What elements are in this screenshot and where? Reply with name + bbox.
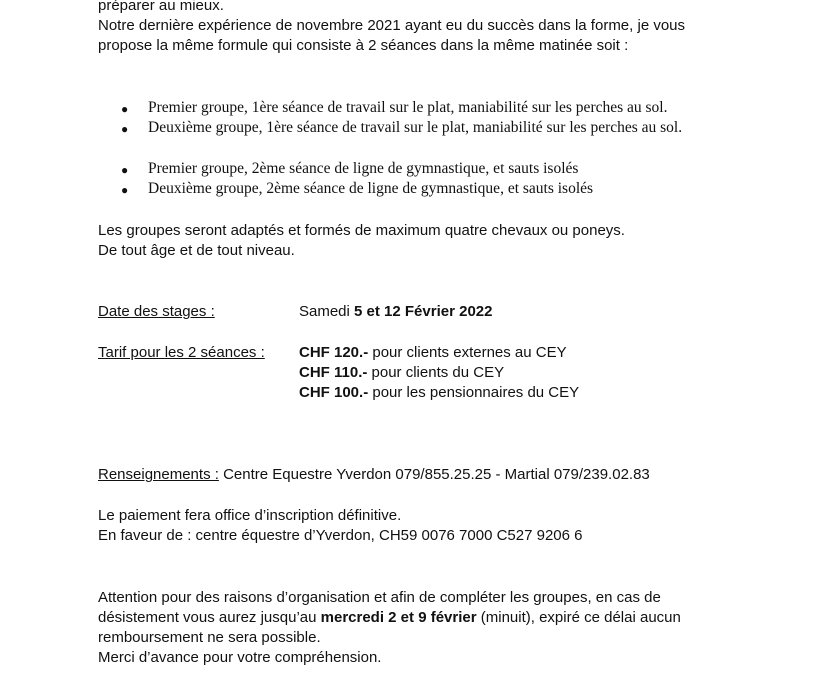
attention-line-4: Merci d’avance pour votre compréhension. xyxy=(98,649,382,666)
attention-line-2: désistement vous aurez jusqu’au mercredi 2 et 9 février (minuit), expiré ce délai aucun xyxy=(98,609,681,626)
renseignements-label: Renseignements : xyxy=(98,466,219,483)
tarif-label: Tarif pour les 2 séances : xyxy=(98,344,265,361)
groups-line-1: Les groupes seront adaptés et formés de maximum quatre chevaux ou poneys. xyxy=(98,222,625,239)
bullet-marker: ● xyxy=(121,163,129,177)
dates-value: Samedi 5 et 12 Février 2022 xyxy=(299,303,493,320)
intro-line-1: Notre dernière expérience de novembre 2021 ayant eu du succès dans la forme, je vous xyxy=(98,17,686,34)
tarif-row: CHF 100.- pour les pensionnaires du CEY xyxy=(299,384,580,401)
renseignements-line: Renseignements : Centre Equestre Yverdon 079/855.25.25 - Martial 079/239.02.83 xyxy=(98,466,650,483)
paiement-line-2: En faveur de : centre équestre d’Yverdon, CH59 0076 7000 C527 9206 6 xyxy=(98,527,583,544)
tarif-row: CHF 110.- pour clients du CEY xyxy=(299,364,505,381)
dates-label: Date des stages : xyxy=(98,303,215,320)
attention-line-3: remboursement ne sera possible. xyxy=(98,629,321,646)
list-item: Deuxième groupe, 2ème séance de ligne de gymnastique, et sauts isolés xyxy=(148,180,594,197)
list-item: Deuxième groupe, 1ère séance de travail sur le plat, maniabilité sur les perches au sol. xyxy=(148,119,683,136)
intro-line-0: préparer au mieux. xyxy=(98,0,224,14)
bullet-marker: ● xyxy=(121,183,129,197)
dates-bold: 5 et 12 Février 2022 xyxy=(354,303,493,320)
groups-line-2: De tout âge et de tout niveau. xyxy=(98,242,295,259)
attention-line-1: Attention pour des raisons d’organisation et afin de compléter les groupes, en cas de xyxy=(98,589,661,606)
list-item: Premier groupe, 1ère séance de travail sur le plat, maniabilité sur les perches au sol. xyxy=(148,99,668,116)
list-item: Premier groupe, 2ème séance de ligne de gymnastique, et sauts isolés xyxy=(148,160,579,177)
intro-line-2: propose la même formule qui consiste à 2 séances dans la même matinée soit : xyxy=(98,37,629,54)
bullet-marker: ● xyxy=(121,122,129,136)
paiement-line-1: Le paiement fera office d’inscription définitive. xyxy=(98,507,402,524)
tarif-row: CHF 120.- pour clients externes au CEY xyxy=(299,344,567,361)
attention-deadline: mercredi 2 et 9 février xyxy=(320,609,477,626)
bullet-marker: ● xyxy=(121,102,129,116)
